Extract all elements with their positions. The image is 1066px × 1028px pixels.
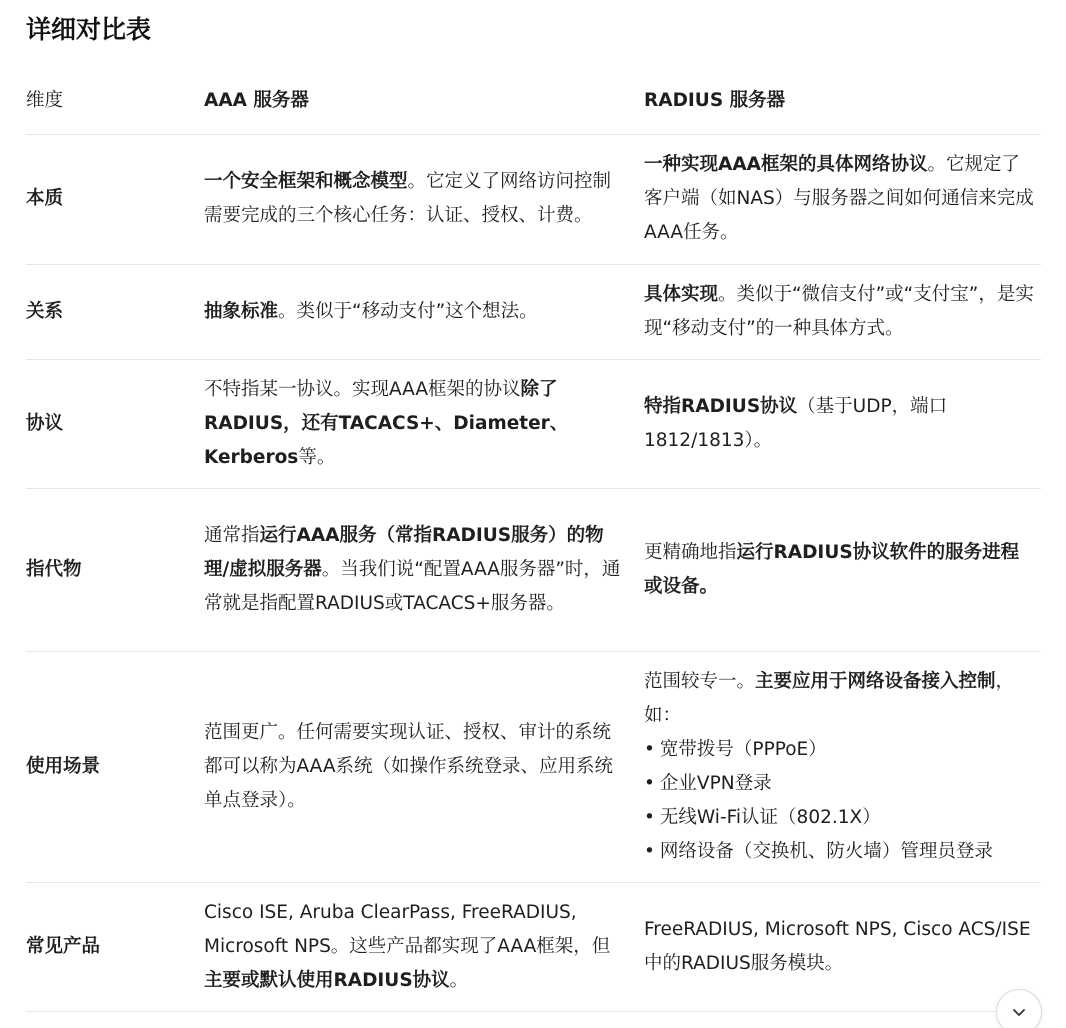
row-dimension: 常见产品 — [26, 882, 204, 1011]
text-segment: 等。 — [298, 446, 336, 468]
text-segment: Cisco ISE, Aruba ClearPass, FreeRADIUS, Microsoft NPS。这些产品都实现了AAA框架，但 — [204, 901, 611, 957]
row-radius-cell — [644, 264, 1041, 359]
bold-text: 特指RADIUS协议 — [644, 395, 798, 417]
bold-text: 运行RADIUS协议软件的服务进程或设备。 — [644, 541, 1020, 597]
row-radius-cell — [644, 359, 1041, 488]
bold-text: 一种实现AAA框架的具体网络协议 — [644, 154, 928, 175]
text-segment: 更精确地指 — [644, 541, 737, 563]
list-item: • 企业VPN登录 — [644, 767, 1035, 801]
radius-usage-intro — [644, 665, 1035, 733]
row-dimension: 协议 — [26, 359, 204, 488]
row-radius-cell — [644, 882, 1041, 1011]
row-dimension: 指代物 — [26, 488, 204, 651]
table-row — [26, 359, 1041, 488]
comparison-table — [26, 68, 1041, 1012]
text-segment: 通常指 — [204, 524, 260, 546]
table-row — [26, 882, 1041, 1011]
text-segment: 。它定义了网络访问控制需要完成的三个核心任务：认证、授权、计费。 — [204, 171, 612, 226]
table-row — [26, 651, 1041, 882]
row-aaa-cell — [204, 882, 644, 1011]
row-dimension: 使用场景 — [26, 651, 204, 882]
text-segment: 不特指某一协议。实现AAA框架的协议 — [204, 378, 521, 400]
bold-text: 一个安全框架和概念模型 — [204, 171, 408, 192]
row-radius-cell — [644, 134, 1041, 264]
bold-text: 具体实现 — [644, 283, 719, 305]
text-segment: 范围较专一。 — [644, 670, 756, 692]
text-segment: 。 — [449, 969, 469, 991]
list-item: • 网络设备（交换机、防火墙）管理员登录 — [644, 835, 1035, 869]
bold-text: 运行AAA服务（常指RADIUS服务）的物理/虚拟服务器 — [204, 524, 604, 580]
page-title: 详细对比表 — [26, 15, 152, 44]
bold-text: 抽象标准 — [204, 300, 279, 322]
table-row — [26, 134, 1041, 264]
text-segment: 。它规定了客户端（如NAS）与服务器之间如何通信来完成AAA任务。 — [644, 154, 1034, 243]
text-segment: FreeRADIUS, Microsoft NPS, Cisco ACS/ISE中的RADIUS服务模块。 — [644, 918, 1031, 974]
row-dimension: 关系 — [26, 264, 204, 359]
header-aaa-server: AAA 服务器 — [204, 68, 644, 134]
text-segment: 范围更广。任何需要实现认证、授权、审计的系统都可以称为AAA系统（如操作系统登录、应用系统单点登录）。 — [204, 721, 613, 811]
text-segment: 。类似于“微信支付”或“支付宝”，是实现“移动支付”的一种具体方式。 — [644, 283, 1034, 339]
text-segment: 。类似于“移动支付”这个想法。 — [278, 300, 538, 322]
row-aaa-cell — [204, 264, 644, 359]
row-aaa-cell — [204, 651, 644, 882]
header-radius-server: RADIUS 服务器 — [644, 68, 1041, 134]
row-aaa-cell — [204, 488, 644, 651]
text-segment: 。当我们说“配置AAA服务器”时，通常就是指配置RADIUS或TACACS+服务器。 — [204, 558, 621, 614]
table-row — [26, 264, 1041, 359]
row-aaa-cell — [204, 134, 644, 264]
header-dimension: 维度 — [26, 68, 204, 134]
row-radius-cell — [644, 651, 1041, 882]
table-header-row — [26, 68, 1041, 134]
scroll-down-button[interactable] — [996, 989, 1042, 1028]
text-segment: ，如： — [644, 670, 1015, 726]
row-radius-cell — [644, 488, 1041, 651]
row-aaa-cell — [204, 359, 644, 488]
bold-text: 除了RADIUS，还有TACACS+、Diameter、Kerberos — [204, 378, 569, 468]
row-dimension: 本质 — [26, 134, 204, 264]
list-item: • 无线Wi-Fi认证（802.1X） — [644, 801, 1035, 835]
usage-bullet-list — [644, 733, 1035, 869]
bold-text: 主要或默认使用RADIUS协议 — [204, 969, 450, 991]
text-segment: （基于UDP，端口1812/1813）。 — [644, 395, 948, 451]
chevron-down-icon — [1011, 1004, 1027, 1020]
table-row — [26, 488, 1041, 651]
bold-text: 主要应用于网络设备接入控制 — [755, 670, 996, 692]
list-item: • 宽带拨号（PPPoE） — [644, 733, 1035, 767]
